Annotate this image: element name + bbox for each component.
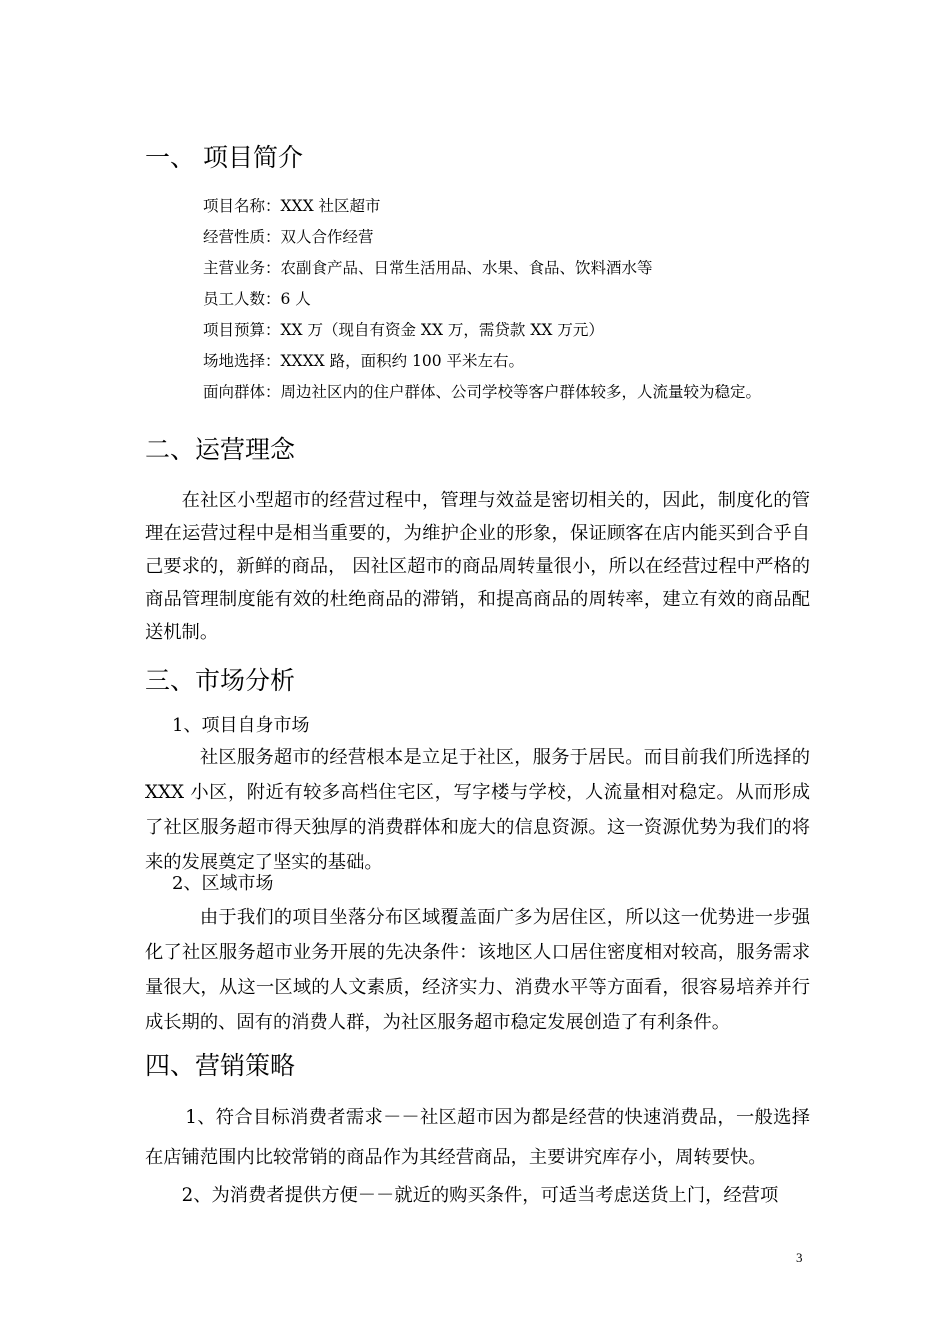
intro-target-audience: 面向群体：周边社区内的住户群体、公司学校等客户群体较多，人流量较为稳定。	[203, 383, 762, 401]
section-title-market: 三、市场分析	[145, 666, 296, 695]
section-title-operation: 二、运营理念	[145, 435, 296, 464]
intro-site: 场地选择：XXXX 路，面积约 100 平米左右。	[203, 352, 525, 370]
section-title-intro: 一、 项目简介	[145, 143, 303, 172]
market-subtitle-self: 1、项目自身市场	[172, 715, 310, 736]
intro-main-business: 主营业务：农副食产品、日常生活用品、水果、食品、饮料酒水等	[203, 259, 653, 277]
section-title-marketing: 四、营销策略	[145, 1051, 296, 1080]
intro-project-name: 项目名称：XXX 社区超市	[203, 197, 381, 215]
market-subtitle-regional: 2、区域市场	[172, 873, 274, 894]
market-paragraph-self: 社区服务超市的经营根本是立足于社区，服务于居民。而目前我们所选择的 XXX 小区，附近有较多高档住宅区，写字楼与学校，人流量相对稳定。从而形成了社区服务超市得天独厚的消费群体和庞大的信息资源。这一资源优势为我们的将来的发展奠定了坚实的基础。	[145, 747, 810, 873]
intro-business-nature: 经营性质：双人合作经营	[203, 228, 374, 246]
page-number: 3	[796, 1250, 803, 1265]
marketing-paragraph-1: 1、符合目标消费者需求－－社区超市因为都是经营的快速消费品，一般选择在店铺范围内比较常销的商品作为其经营商品，主要讲究库存小，周转要快。	[145, 1107, 810, 1168]
operation-paragraph: 在社区小型超市的经营过程中，管理与效益是密切相关的，因此，制度化的管理在运营过程中是相当重要的，为维护企业的形象，保证顾客在店内能买到合乎自己要求的，新鲜的商品， 因社区超市的商品周转量很小，所以在经营过程中严格的商品管理制度能有效的杜绝商品的滞销，和提高商品的周转率，建立有效的商品配送机制。	[145, 490, 810, 643]
intro-budget: 项目预算：XX 万（现自有资金 XX 万，需贷款 XX 万元）	[203, 321, 604, 339]
market-paragraph-regional: 由于我们的项目坐落分布区域覆盖面广多为居住区，所以这一优势进一步强化了社区服务超市业务开展的先决条件：该地区人口居住密度相对较高，服务需求量很大，从这一区域的人文素质，经济实力、消费水平等方面看，很容易培养并行成长期的、固有的消费人群，为社区服务超市稳定发展创造了有利条件。	[145, 907, 810, 1033]
marketing-paragraph-2: 2、为消费者提供方便－－就近的购买条件，可适当考虑送货上门，经营项	[181, 1185, 779, 1206]
intro-staff-count: 员工人数：6 人	[203, 290, 311, 308]
